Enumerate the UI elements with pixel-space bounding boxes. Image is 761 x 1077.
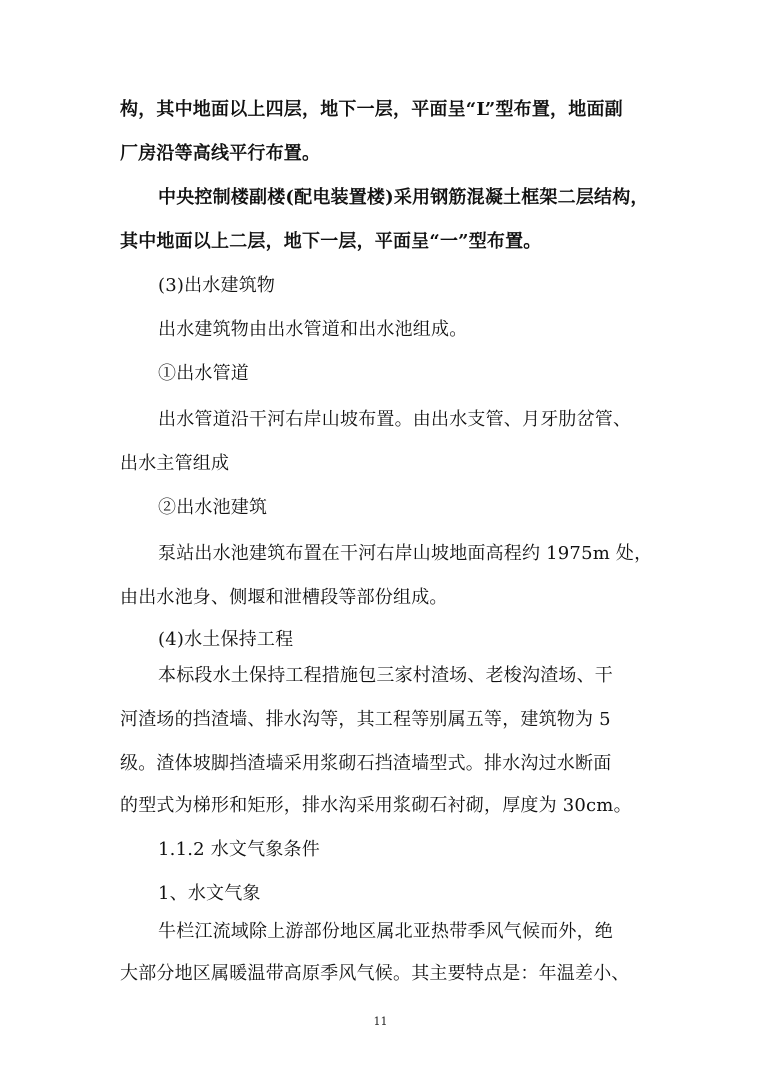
subheading-outlet-pipe: ①出水管道 xyxy=(158,363,249,384)
section-heading-hydrology: 1.1.2 水文气象条件 xyxy=(158,839,320,860)
text-line-4: 其中地面以上二层，地下一层，平面呈“一”型布置。 xyxy=(120,231,542,252)
text-line-14: 本标段水土保持工程措施包三家村渣场、老梭沟渣场、干 xyxy=(158,665,613,686)
text-line-17: 的型式为梯形和矩形，排水沟采用浆砌石衬砌，厚度为 30cm。 xyxy=(120,795,632,816)
page-number: 11 xyxy=(373,1015,388,1028)
text-line-9: 出水主管组成 xyxy=(120,453,230,474)
section-heading-outlet-structures: (3)出水建筑物 xyxy=(158,275,276,296)
text-line-3: 中央控制楼副楼(配电装置楼)采用钢筋混凝土框架二层结构， xyxy=(158,187,649,208)
text-line-6: 出水建筑物由出水管道和出水池组成。 xyxy=(158,319,468,340)
text-line-11: 泵站出水池建筑布置在干河右岸山坡地面高程约 1975m 处， xyxy=(158,543,653,564)
text-line-8: 出水管道沿干河右岸山坡布置。由出水支管、月牙肋岔管、 xyxy=(158,409,632,430)
subheading-outlet-pool: ②出水池建筑 xyxy=(158,497,268,518)
text-line-1: 构，其中地面以上四层，地下一层，平面呈“L”型布置，地面副 xyxy=(120,99,623,120)
text-line-15: 河渣场的挡渣墙、排水沟等，其工程等别属五等，建筑物为 5 xyxy=(120,709,611,730)
section-heading-soil-conservation: (4)水土保持工程 xyxy=(158,629,294,650)
text-line-16: 级。渣体坡脚挡渣墙采用浆砌石挡渣墙型式。排水沟过水断面 xyxy=(120,753,612,774)
text-line-20: 牛栏江流域除上游部份地区属北亚热带季风气候而外，绝 xyxy=(158,921,613,942)
text-line-2: 厂房沿等高线平行布置。 xyxy=(120,143,321,164)
text-line-12: 由出水池身、侧堰和泄槽段等部份组成。 xyxy=(120,587,448,608)
text-line-21: 大部分地区属暖温带高原季风气候。其主要特点是：年温差小、 xyxy=(120,963,630,984)
subheading-hydro-meteorology: 1、水文气象 xyxy=(158,883,261,904)
